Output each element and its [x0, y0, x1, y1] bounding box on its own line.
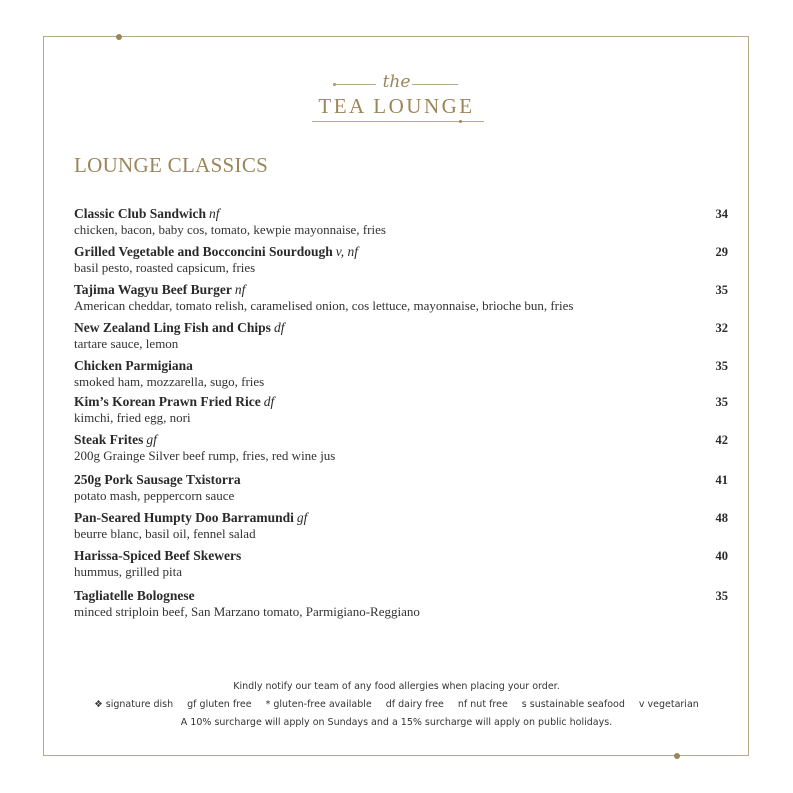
menu-item-name — [74, 320, 728, 336]
menu-item-description: 200g Grainge Silver beef rump, fries, red wine jus — [74, 448, 336, 463]
tea-lounge-logo — [0, 72, 793, 118]
menu-item — [74, 282, 728, 313]
menu-item-description: smoked ham, mozzarella, sugo, fries — [74, 374, 265, 389]
menu-item-price: 35 — [715, 589, 728, 603]
menu-item-description: tartare sauce, lemon — [74, 336, 179, 351]
menu-item-name — [74, 472, 728, 488]
legend-item: gf gluten free — [187, 699, 252, 710]
menu-item-title: New Zealand Ling Fish and Chips — [74, 320, 271, 335]
menu-item-name — [74, 432, 728, 448]
menu-item-price: 34 — [715, 207, 728, 221]
menu-item — [74, 588, 728, 619]
surcharge-note: A 10% surcharge will apply on Sundays and a 15% surcharge will apply on public holidays. — [180, 717, 613, 728]
menu-item-dietary-tag: df — [273, 320, 285, 335]
menu-item-title: Tajima Wagyu Beef Burger — [74, 282, 232, 297]
legend-item: * gluten-free available — [265, 699, 372, 710]
menu-item-price: 41 — [715, 473, 728, 487]
menu-item-dietary-tag: df — [263, 394, 275, 409]
menu-item-description: beurre blanc, basil oil, fennel salad — [74, 526, 256, 541]
menu-item — [74, 548, 728, 579]
menu-item-title: Harissa-Spiced Beef Skewers — [74, 548, 242, 563]
menu-item-title: Kim’s Korean Prawn Fried Rice — [74, 394, 261, 409]
menu-item-title: Classic Club Sandwich — [74, 206, 207, 221]
menu-item-name — [74, 548, 728, 564]
frame-dot-top-left — [116, 34, 122, 40]
menu-item-dietary-tag: gf — [146, 432, 157, 447]
menu-item-description: minced striploin beef, San Marzano tomato, Parmigiano-Reggiano — [74, 604, 420, 619]
menu-item — [74, 206, 728, 237]
menu-item-price: 35 — [715, 283, 728, 297]
menu-item-price: 40 — [715, 549, 728, 563]
menu-item-name — [74, 244, 728, 260]
menu-item-name — [74, 282, 728, 298]
menu-item-dietary-tag: nf — [209, 206, 220, 221]
menu-item-name — [74, 394, 728, 410]
menu-item-description: American cheddar, tomato relish, caramelised onion, cos lettuce, mayonnaise, brioche bun, fries — [74, 298, 574, 313]
menu-item — [74, 432, 728, 463]
legend-item: v vegetarian — [638, 699, 699, 710]
menu-item-price: 29 — [715, 245, 728, 259]
frame-dot-bottom-right — [674, 753, 680, 759]
menu-item — [74, 244, 728, 275]
menu-item-title: Steak Frites — [74, 432, 144, 447]
logo-line-right — [412, 84, 458, 85]
menu-item-description: kimchi, fried egg, nori — [74, 410, 191, 425]
menu-item-title: 250g Pork Sausage Txistorra — [74, 472, 241, 487]
menu-item-price: 35 — [715, 395, 728, 409]
menu-item-description: basil pesto, roasted capsicum, fries — [74, 260, 256, 275]
legend-item: nf nut free — [457, 699, 508, 710]
allergy-note: Kindly notify our team of any food allergies when placing your order. — [233, 681, 560, 692]
logo-dot-icon — [459, 120, 462, 123]
logo-the: the — [382, 72, 411, 92]
menu-item-dietary-tag: nf — [234, 282, 246, 297]
menu-item-dietary-tag: v, nf — [335, 244, 359, 259]
dietary-legend — [0, 696, 793, 714]
logo-line-left — [333, 84, 376, 85]
menu-item-price: 32 — [715, 321, 728, 335]
menu-item-description: potato mash, peppercorn sauce — [74, 488, 235, 503]
menu-item-title: Grilled Vegetable and Bocconcini Sourdough — [74, 244, 333, 259]
legend-item: df dairy free — [385, 699, 444, 710]
menu-item-dietary-tag: gf — [296, 510, 308, 525]
legend-item: ❖ signature dish — [94, 699, 174, 710]
menu-item-description: hummus, grilled pita — [74, 564, 182, 579]
menu-item — [74, 510, 728, 541]
menu-item-name — [74, 510, 728, 526]
menu-item-title: Tagliatelle Bolognese — [74, 588, 195, 603]
section-title: LOUNGE CLASSICS — [74, 153, 269, 177]
menu-item — [74, 394, 728, 425]
menu-item-name — [74, 588, 728, 604]
menu-item — [74, 472, 728, 503]
menu-item — [74, 320, 728, 351]
menu-item — [74, 358, 728, 389]
menu-item-title: Pan-Seared Humpty Doo Barramundi — [74, 510, 294, 525]
menu-item-name — [74, 358, 728, 374]
menu-item-price: 35 — [715, 359, 728, 373]
menu-item-price: 42 — [715, 433, 728, 447]
logo-name: TEA LOUNGE — [318, 94, 475, 118]
menu-item-name — [74, 206, 728, 222]
menu-item-description: chicken, bacon, baby cos, tomato, kewpie mayonnaise, fries — [74, 222, 386, 237]
legend-item: s sustainable seafood — [521, 699, 625, 710]
menu-item-price: 48 — [715, 511, 728, 525]
menu-item-title: Chicken Parmigiana — [74, 358, 193, 373]
